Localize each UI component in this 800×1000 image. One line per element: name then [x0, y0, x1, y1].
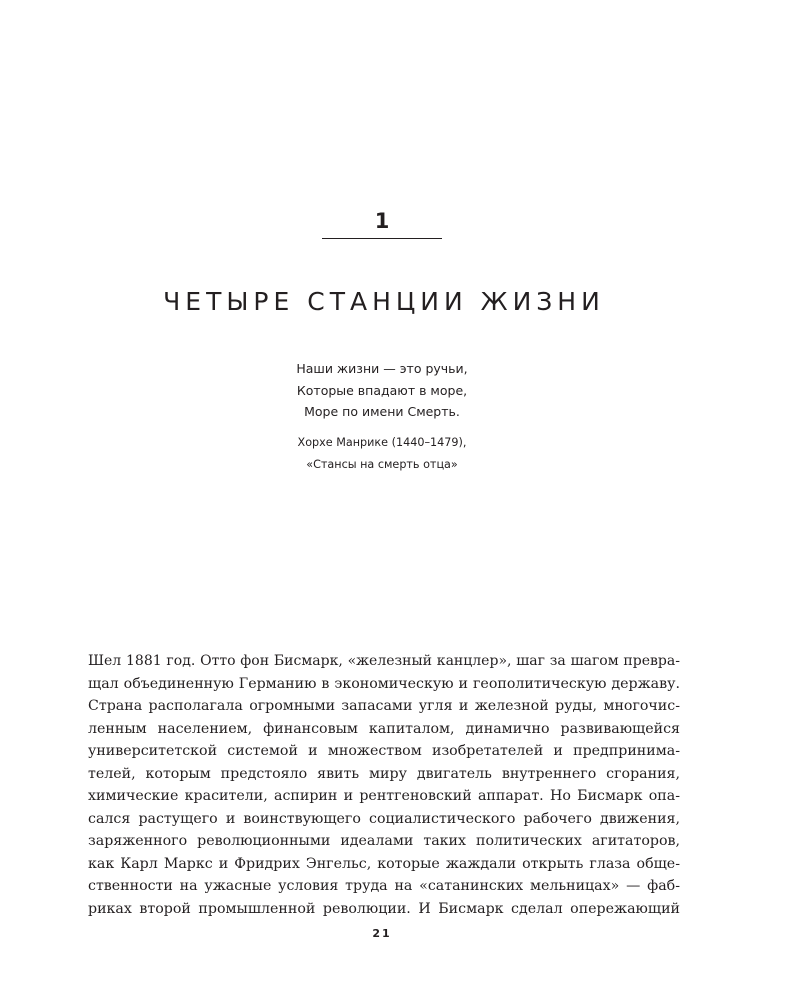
body-line: заряженного революционными идеалами таких политических агитаторов, [88, 833, 680, 849]
body-line: Шел 1881 год. Отто фон Бисмарк, «железный канцлер», шаг за шагом превра- [88, 653, 680, 669]
epigraph-line: Наши жизни — это ручьи, [296, 361, 468, 376]
epigraph-attribution [182, 432, 582, 476]
body-line: риках второй промышленной революции. И Бисмарк сделал опережающий [88, 900, 680, 917]
epigraph-line: Которые впадают в море, [296, 382, 468, 398]
epigraph [182, 358, 582, 423]
body-line: телей, которым предстояло явить миру двигатель внутреннего сгорания, [88, 765, 680, 782]
body-line: химические красители, аспирин и рентгеновский аппарат. Но Бисмарк опа- [88, 788, 680, 804]
body-line: ленным населением, финансовым капиталом, динамично развивающейся [88, 720, 680, 737]
epigraph-line: Море по имени Смерть. [304, 404, 460, 419]
attribution-source: «Стансы на смерть отца» [306, 458, 458, 471]
body-line: как Карл Маркс и Фридрих Энгельс, которые жаждали открыть глаза обще- [88, 855, 680, 872]
attribution-author: Хорхе Манрике (1440–1479), [297, 436, 467, 449]
body-line: щал объединенную Германию в экономическую и геополитическую державу. [88, 675, 680, 692]
chapter-title: ЧЕТЫРЕ СТАНЦИИ ЖИЗНИ [163, 287, 605, 316]
body-paragraph [88, 650, 680, 920]
body-line: Страна располагала огромными запасами угля и железной руды, многочис- [88, 698, 680, 714]
chapter-number: 1 [374, 209, 390, 233]
body-line: ственности на ужасные условия труда на «сатанинских мельницах» — фаб- [88, 878, 680, 894]
page-number: 21 [372, 927, 392, 940]
body-line: университетской системой и множеством изобретателей и предпринима- [88, 743, 680, 759]
chapter-divider [322, 238, 442, 239]
body-line: сался растущего и воинствующего социалистического рабочего движения, [88, 810, 680, 827]
